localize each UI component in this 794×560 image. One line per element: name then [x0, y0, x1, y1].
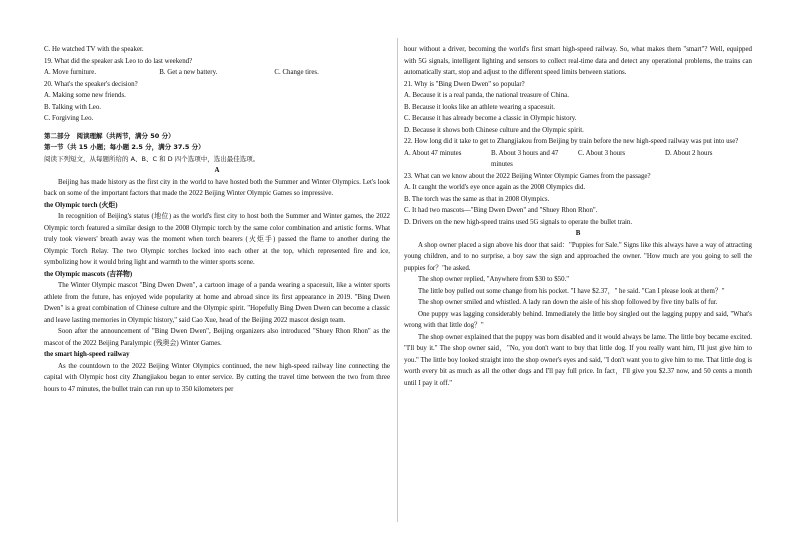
q19-option-a: A. Move furniture.: [44, 69, 97, 76]
q23-option-c: C. It had two mascots—"Bing Dwen Dwen" and "Shuey Rhon Rhon".: [404, 207, 598, 214]
q18-option-c: C. He watched TV with the speaker.: [44, 46, 144, 53]
q21-option-c: C. Because it has already become a classic in Olympic history.: [404, 115, 577, 122]
q19-stem: 19. What did the speaker ask Leo to do last weekend?: [44, 57, 193, 65]
passage-a-label: A: [214, 167, 220, 174]
torch-paragraph: In recognition of Beijing's status (地位) as the world's first city to host both the Summer and Winter games, the 2022 Olympic torch featured a similar design to the 2008 Olympic torch by the same color combination and artistic forms. What truly took viewers' breath away was the moment when torch bearers (火炬手) passed the flame to another during the Olympic Torch Relay. The two Olympic torches locked into each other at the top, which represented fire and ice, symbolizing how it would bring light and warmth to the winter sports scene.: [44, 213, 390, 266]
torch-heading: the Olympic torch (火炬): [44, 201, 118, 209]
section1-instruction: 阅读下列短文，从每题所给的 A、B、C 和 D 四个选项中，选出最佳选项。: [44, 154, 260, 163]
q23-stem: 23. What can we know about the 2022 Beijing Winter Olympic Games from the passage?: [404, 172, 651, 180]
q23-option-b: B. The torch was the same as that in 2008 Olympics.: [404, 195, 550, 203]
railway-paragraph-cont: hour without a driver, becoming the world's first smart high-speed railway. So, what makes them "smart"? Well, equipped with 5G signals, intelligent lighting and sensors to collect real-time data and detect any operational problems, the trains can automatically start, stop and adjust to the different speed limits between stations.: [404, 46, 752, 76]
part2-title: 第二部分 阅读理解（共两节，满分 50 分）: [44, 131, 175, 140]
right-column: [404, 44, 752, 389]
q19-options: [44, 67, 390, 79]
q21-stem: 21. Why is "Bing Dwen Dwen" so popular?: [404, 80, 525, 88]
passage-b-paragraph: A shop owner placed a sign above his door that said："Puppies for Sale." Signs like this always have a way of attracting young children, and to no surprise, a boy saw the sign and approached the owner. "How much are you going to sell the puppies for？"he asked.: [404, 241, 752, 272]
q20-stem: 20. What's the speaker's decision?: [44, 80, 138, 88]
passage-a-intro: Beijing has made history as the first city in the world to have hosted both the Summer and Winter Olympics. Let's look back on some of the important factors that made the 2022 Beijing Winter Olympic Games so impressive.: [44, 178, 390, 197]
q20-option-a: A. Making some new friends.: [44, 92, 126, 99]
q22-stem: 22. How long did it take to get to Zhangjiakou from Beijing by train before the new high-speed railway was put into use?: [404, 138, 739, 145]
railway-paragraph: As the countdown to the 2022 Beijing Winter Olympics continued, the new high-speed railway line connecting the capital with Olympic host city Zhangjiakou began to enter service. By cutting the travel time between the two from three hours to 47 minutes, the bullet train can run up to 350 kilometers per: [44, 362, 390, 393]
q20-option-b: B. Talking with Leo.: [44, 103, 101, 111]
passage-b-label: B: [575, 230, 581, 237]
q21-option-b: B. Because it looks like an athlete wearing a spacesuit.: [404, 103, 555, 111]
passage-b-paragraph: One puppy was lagging considerably behind. Immediately the little boy singled out the lagging puppy and said, "What's wrong with that little dog？": [404, 310, 752, 329]
q23-option-a: A. It caught the world's eye once again as the 2008 Olympics did.: [404, 184, 586, 191]
q22-option-d: D. About 2 hours: [665, 149, 713, 157]
q22-option-b: B. About 3 hours and 47 minutes: [491, 149, 559, 168]
mascots-paragraph-2: Soon after the announcement of "Bing Dwen Dwen", Beijing organizers also introduced "Shuey Rhon Rhon" as the mascot of the 2022 Beijing Paralympic (残奥会) Winter Games.: [44, 328, 390, 347]
railway-heading: the smart high-speed railway: [44, 351, 130, 358]
passage-b-paragraph: The shop owner explained that the puppy was born disabled and it would always be lame. The little boy became excited. "I'll buy it." The shop owner said，"No, you don't want to buy that little dog. If you really want him, I'll just give him to you." The little boy looked straight into the shop owner's eyes and said, "I don't want you to give him to me. That little dog is worth every bit as much as all the other dogs and I'll pay full price. In fact，I'll give you $2.37 now, and 50 cents a month until I pay it off.": [404, 333, 752, 387]
passage-b-paragraph: The little boy pulled out some change from his pocket. "I have $2.37，" he said. "Can I please look at them？": [418, 287, 725, 295]
q19-option-b: B. Get a new battery.: [159, 69, 218, 76]
section1-title: 第一节（共 15 小题；每小题 2.5 分，满分 37.5 分）: [44, 143, 205, 151]
mascots-heading: the Olympic mascots (吉祥物): [44, 270, 133, 278]
passage-b-paragraph: The shop owner smiled and whistled. A lady ran down the aisle of his shop followed by five tiny balls of fur.: [418, 299, 718, 306]
q22-option-c: C. About 3 hours: [578, 149, 626, 157]
q20-option-c: C. Forgiving Leo.: [44, 115, 94, 122]
passage-b-paragraph: The shop owner replied, "Anywhere from $30 to $50.": [418, 276, 570, 283]
left-column: [44, 44, 390, 395]
q22-option-a: A. About 47 minutes: [404, 149, 462, 157]
q23-option-d: D. Drivers on the new high-speed trains used 5G signals to operate the bullet train.: [404, 218, 633, 226]
column-divider: [397, 38, 398, 522]
q21-option-a: A. Because it is a real panda, the national treasure of China.: [404, 92, 569, 99]
mascots-paragraph-1: The Winter Olympic mascot "Bing Dwen Dwen", a cartoon image of a panda wearing a spacesuit, like a winter sports athlete from the future, has enjoyed wide popularity at home and abroad since its first appearance in 2019. "Bing Dwen Dwen" is a great combination of Chinese culture and the Olympic spirit. "Hopefully Bing Dwen Dwen can become a classic and leave lasting memories in Olympic history," said Cao Xue, head of the Beijing 2022 mascot design team.: [44, 282, 390, 324]
q19-option-c: C. Change tires.: [274, 69, 319, 76]
q22-options: [404, 148, 752, 171]
q21-option-d: D. Because it shows both Chinese culture and the Olympic spirit.: [404, 126, 584, 134]
